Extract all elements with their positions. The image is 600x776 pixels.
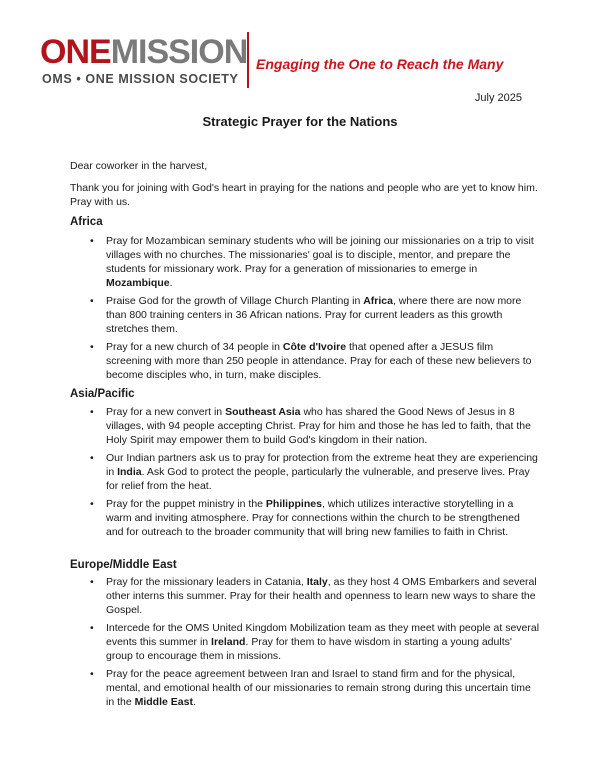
- intro-paragraph: Thank you for joining with God's heart in praying for the nations and people who are yet to know him. Pray with us.: [70, 182, 538, 208]
- prayer-item: [70, 621, 540, 663]
- bullet-icon: •: [90, 406, 94, 418]
- prayer-item: [70, 234, 540, 290]
- place-name: Africa: [363, 295, 393, 307]
- item-text: Pray for the peace agreement between Iran and Israel to stand firm and for the physical, mental, and emotional health of our missionaries to remain strong during this uncertain time in the: [106, 668, 531, 708]
- place-name: Italy: [306, 576, 328, 588]
- bullet-icon: •: [90, 341, 94, 353]
- onemission-logo: [40, 34, 247, 70]
- bullet-icon: •: [90, 452, 94, 464]
- item-text: Pray for a new church of 34 people in: [106, 341, 283, 353]
- place-name: Southeast Asia: [225, 406, 301, 418]
- item-text: , as they host 4 OMS Embarkers and several other interns this summer. Pray for their health and openness to learn new ways to share the Gospel.: [106, 576, 537, 616]
- item-text: Praise God for the growth of Village Church Planting in: [106, 295, 364, 307]
- prayer-item: [70, 340, 540, 382]
- item-text: Pray for Mozambican seminary students who will be joining our missionaries on a trip to visit villages with no churches. The missionaries' goal is to disciple, mentor, and prepare the students for missionary work. Pray for a generation of missionaries to emerge in: [106, 235, 534, 275]
- section-heading-asia-pacific: Asia/Pacific: [70, 388, 135, 400]
- greeting: Dear coworker in the harvest,: [70, 160, 208, 172]
- logo-mission: MISSION: [110, 33, 248, 71]
- prayer-item: [70, 294, 540, 336]
- prayer-item: [70, 575, 540, 617]
- item-text: Pray for the missionary leaders in Catania,: [106, 576, 307, 588]
- africa-list: [70, 234, 540, 386]
- prayer-item: [70, 451, 540, 493]
- item-text: Pray for a new convert in: [106, 406, 226, 418]
- bullet-icon: •: [90, 622, 94, 634]
- item-text: . Pray for them to have wisdom in starting a young adults' group to encourage them in missions.: [106, 636, 512, 662]
- bullet-icon: •: [90, 235, 94, 247]
- item-text: . Ask God to protect the people, particularly the vulnerable, and preserve lives. Pray for relief from the heat.: [106, 466, 530, 492]
- place-name: Côte d'Ivoire: [282, 341, 347, 353]
- section-heading-africa: Africa: [70, 216, 103, 228]
- item-text: who has shared the Good News of Jesus in 8 villages, with 94 people accepting Christ. Pray for him and those he has led to faith, that the Holy Spirit may empower them to build God's kingdom in their nation.: [106, 406, 531, 446]
- item-text: Our Indian partners ask us to pray for protection from the extreme heat they are experiencing in: [106, 452, 538, 478]
- place-name: India: [117, 466, 142, 478]
- europe-middle-east-list: [70, 575, 540, 713]
- item-text: Pray for the puppet ministry in the: [106, 498, 266, 510]
- place-name: Philippines: [265, 498, 322, 510]
- item-text: .: [192, 696, 196, 708]
- place-name: Ireland: [211, 636, 246, 648]
- item-text: Intercede for the OMS United Kingdom Mobilization team as they meet with people at several events this summer in: [106, 622, 540, 648]
- place-name: Mozambique: [106, 277, 170, 289]
- prayer-item: [70, 497, 540, 539]
- item-text: .: [169, 277, 173, 289]
- section-heading-europe-middle-east: Europe/Middle East: [70, 559, 177, 571]
- bullet-icon: •: [90, 576, 94, 588]
- bullet-icon: •: [90, 498, 94, 510]
- bullet-icon: •: [90, 295, 94, 307]
- place-name: Middle East: [134, 696, 193, 708]
- letter-date: July 2025: [474, 92, 522, 104]
- asia-pacific-list: [70, 405, 540, 543]
- header-divider: [247, 32, 249, 88]
- logo-subtitle: OMS • ONE MISSION SOCIETY: [42, 72, 239, 86]
- letterhead: [40, 30, 560, 92]
- prayer-item: [70, 405, 540, 447]
- item-text: , where there are now more than 800 training centers in 36 African nations. Pray for current leaders as this growth stretches them.: [106, 295, 522, 335]
- tagline: Engaging the One to Reach the Many: [256, 56, 504, 72]
- item-text: that opened after a JESUS film screening with more than 250 people in attendance. Pray for each of these new believers to become disciples who, in turn, make disciples.: [106, 341, 532, 381]
- prayer-item: [70, 667, 540, 709]
- item-text: , which utilizes interactive storytelling in a warm and inviting atmosphere. Pray for connections within the church to be strengthened and for outreach to the broader community that will bring new families to faith in Christ.: [106, 498, 520, 538]
- logo-one: ONE: [40, 33, 111, 71]
- page-title: Strategic Prayer for the Nations: [202, 114, 398, 129]
- bullet-icon: •: [90, 668, 94, 680]
